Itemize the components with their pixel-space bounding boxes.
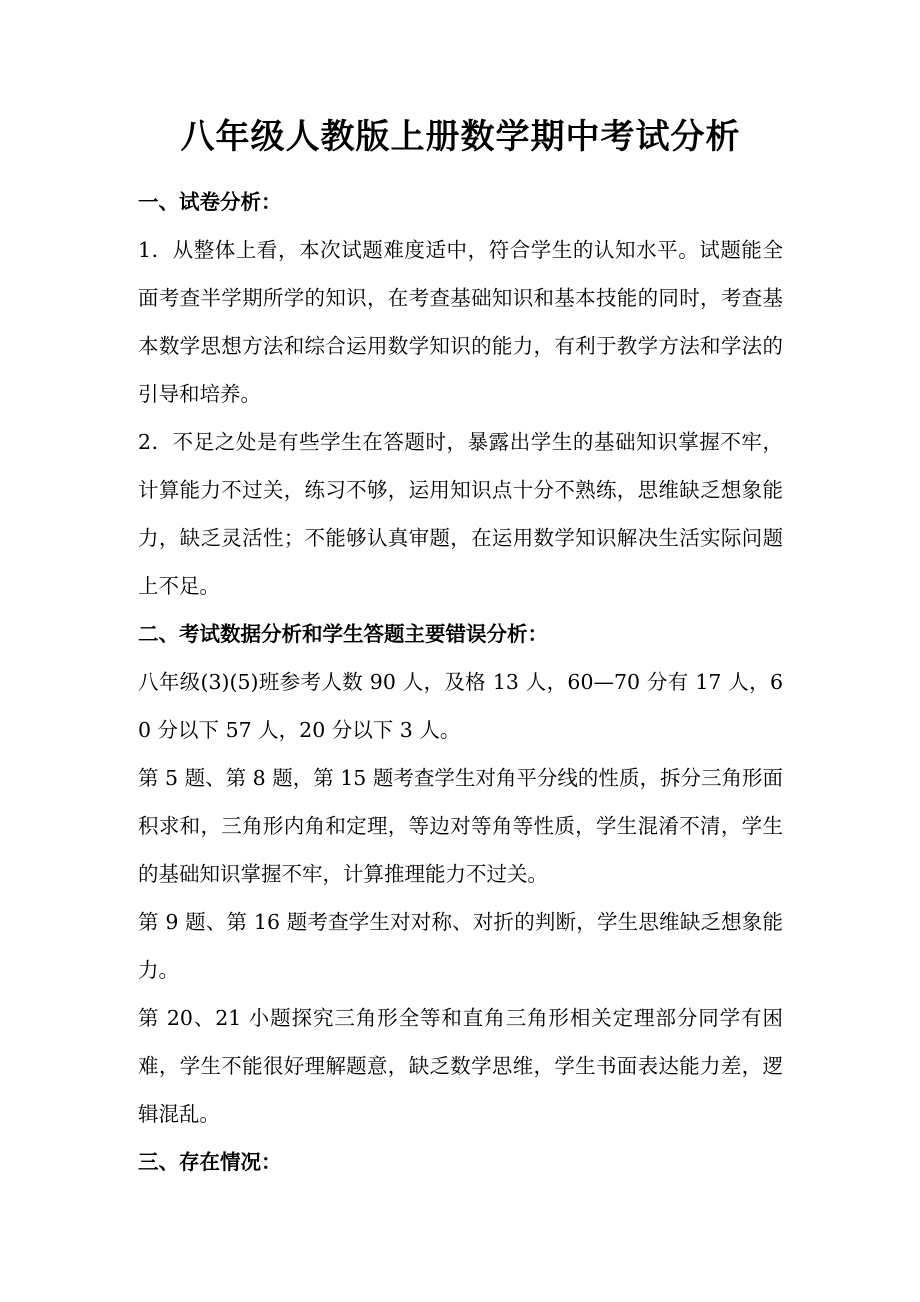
section-heading: 二、考试数据分析和学生答题主要错误分析： <box>138 622 548 646</box>
paragraph: 第 5 题、第 8 题，第 15 题考查学生对角平分线的性质，拆分三角形面积求和，三角形内角和定理，等边对等角等性质，学生混淆不清，学生的基础知识掌握不牢，计算推理能力不过关。 <box>138 766 783 886</box>
document-title: 八年级人教版上册数学期中考试分析 <box>180 117 741 157</box>
paragraph: 第 9 题、第 16 题考查学生对对称、对折的判断，学生思维缺乏想象能力。 <box>138 910 783 982</box>
document-page <box>138 110 783 1186</box>
paragraph: 2．不足之处是有些学生在答题时，暴露出学生的基础知识掌握不牢，计算能力不过关，练习不够，运用知识点十分不熟练，思维缺乏想象能力，缺乏灵活性；不能够认真审题，在运用数学知识解决生活实际问题上不足。 <box>138 430 783 598</box>
section-heading: 三、存在情况： <box>138 1150 282 1174</box>
section-paper-analysis <box>138 178 783 610</box>
section-heading: 一、试卷分析： <box>138 190 282 214</box>
paragraph: 第 20、21 小题探究三角形全等和直角三角形相关定理部分同学有困难，学生不能很好理解题意，缺乏数学思维，学生书面表达能力差，逻辑混乱。 <box>138 1006 783 1126</box>
paragraph: 八年级(3)(5)班参考人数 90 人，及格 13 人，60—70 分有 17 人，60 分以下 57 人，20 分以下 3 人。 <box>138 670 783 742</box>
section-data-analysis <box>138 610 783 1138</box>
paragraph: 1．从整体上看，本次试题难度适中，符合学生的认知水平。试题能全面考查半学期所学的知识，在考查基础知识和基本技能的同时，考查基本数学思想方法和综合运用数学知识的能力，有利于教学方法和学法的引导和培养。 <box>138 238 783 406</box>
section-existing-situation <box>138 1138 783 1186</box>
